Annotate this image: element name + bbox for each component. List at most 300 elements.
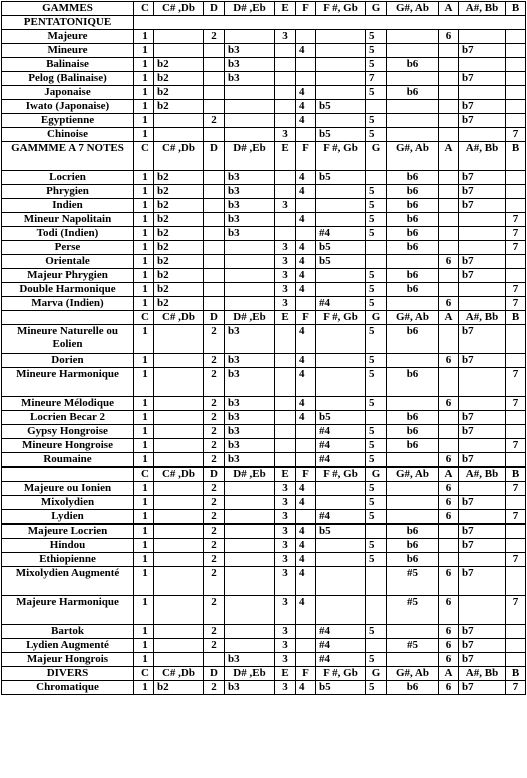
interval-cell: 3	[275, 496, 296, 510]
interval-cell	[316, 325, 366, 354]
interval-cell: 5	[366, 510, 387, 525]
interval-cell	[506, 171, 526, 185]
interval-cell	[316, 539, 366, 553]
interval-cell: b7	[459, 453, 506, 468]
interval-cell	[459, 510, 506, 525]
interval-cell	[154, 30, 204, 44]
interval-cell: 5	[366, 397, 387, 411]
scale-name: Mineure Mélodique	[2, 397, 134, 411]
interval-cell: 4	[296, 185, 316, 199]
interval-cell: b2	[154, 241, 204, 255]
interval-cell	[506, 255, 526, 269]
scale-name: Lydien Augmenté	[2, 639, 134, 653]
interval-cell	[506, 100, 526, 114]
interval-cell	[225, 553, 275, 567]
interval-cell: b6	[387, 425, 439, 439]
interval-cell: b3	[225, 185, 275, 199]
interval-cell	[154, 510, 204, 525]
interval-cell	[225, 625, 275, 639]
scale-name: Balinaise	[2, 58, 134, 72]
interval-cell	[439, 553, 459, 567]
interval-cell: 7	[506, 482, 526, 496]
interval-cell	[296, 227, 316, 241]
note-column-header: E	[275, 142, 296, 171]
interval-cell	[225, 86, 275, 100]
interval-cell	[316, 114, 366, 128]
scale-name: Japonaise	[2, 86, 134, 100]
interval-cell	[439, 213, 459, 227]
interval-cell: 3	[275, 653, 296, 667]
note-column-header: D	[204, 142, 225, 171]
interval-cell: 2	[204, 411, 225, 425]
interval-cell: 3	[275, 596, 296, 625]
header-row	[2, 667, 526, 681]
interval-cell	[154, 439, 204, 453]
interval-cell	[506, 58, 526, 72]
interval-cell: b6	[387, 681, 439, 695]
interval-cell	[316, 496, 366, 510]
interval-cell: b2	[154, 58, 204, 72]
scale-row	[2, 128, 526, 142]
interval-cell	[275, 72, 296, 86]
scale-row	[2, 524, 526, 539]
interval-cell: b7	[459, 100, 506, 114]
interval-cell	[275, 397, 296, 411]
scale-name: Majeur Phrygien	[2, 269, 134, 283]
interval-cell	[296, 510, 316, 525]
interval-cell	[154, 411, 204, 425]
note-column-header: C	[134, 2, 154, 16]
interval-cell: 4	[296, 213, 316, 227]
interval-cell: 1	[134, 114, 154, 128]
interval-cell	[316, 86, 366, 100]
interval-cell: 6	[439, 510, 459, 525]
interval-cell: b2	[154, 297, 204, 311]
interval-cell	[439, 185, 459, 199]
interval-cell	[439, 524, 459, 539]
interval-cell	[387, 510, 439, 525]
scale-name: Majeure ou Ionien	[2, 482, 134, 496]
note-column-header: A	[439, 311, 459, 325]
interval-cell: 4	[296, 411, 316, 425]
scale-name: Hindou	[2, 539, 134, 553]
interval-cell: b5	[316, 100, 366, 114]
interval-cell	[154, 453, 204, 468]
interval-cell: #4	[316, 639, 366, 653]
interval-cell: b7	[459, 171, 506, 185]
interval-cell	[459, 58, 506, 72]
interval-cell: b3	[225, 411, 275, 425]
interval-cell: 7	[506, 368, 526, 397]
interval-cell: 6	[439, 596, 459, 625]
interval-cell	[506, 325, 526, 354]
note-column-header: G	[366, 142, 387, 171]
interval-cell	[316, 482, 366, 496]
interval-cell: 4	[296, 283, 316, 297]
interval-cell	[316, 213, 366, 227]
interval-cell: b3	[225, 368, 275, 397]
interval-cell: b3	[225, 199, 275, 213]
note-column-header: A#, Bb	[459, 667, 506, 681]
interval-cell	[225, 100, 275, 114]
interval-cell: 7	[506, 553, 526, 567]
interval-cell: 7	[506, 227, 526, 241]
scale-row	[2, 72, 526, 86]
scale-name: Mineure Naturelle ou Eolien	[2, 325, 134, 354]
interval-cell	[459, 553, 506, 567]
interval-cell	[154, 114, 204, 128]
interval-cell: 1	[134, 354, 154, 368]
interval-cell: 1	[134, 44, 154, 58]
interval-cell: #4	[316, 453, 366, 468]
interval-cell: b7	[459, 185, 506, 199]
interval-cell: 3	[275, 510, 296, 525]
interval-cell	[204, 128, 225, 142]
interval-cell	[296, 625, 316, 639]
interval-cell: #5	[387, 596, 439, 625]
interval-cell: #4	[316, 439, 366, 453]
note-column-header: C	[134, 311, 154, 325]
note-column-header: C# ,Db	[154, 2, 204, 16]
interval-cell	[154, 354, 204, 368]
interval-cell	[439, 539, 459, 553]
interval-cell	[154, 496, 204, 510]
interval-cell	[439, 114, 459, 128]
interval-cell	[225, 297, 275, 311]
interval-cell: 5	[366, 283, 387, 297]
interval-cell	[154, 325, 204, 354]
interval-cell	[316, 199, 366, 213]
interval-cell	[275, 354, 296, 368]
interval-cell: b5	[316, 128, 366, 142]
interval-cell: 5	[366, 44, 387, 58]
interval-cell	[204, 227, 225, 241]
interval-cell	[506, 411, 526, 425]
interval-cell	[204, 283, 225, 297]
interval-cell: #4	[316, 625, 366, 639]
interval-cell	[366, 411, 387, 425]
interval-cell	[459, 596, 506, 625]
interval-cell	[316, 30, 366, 44]
interval-cell: 2	[204, 596, 225, 625]
interval-cell: 6	[439, 482, 459, 496]
interval-cell: b7	[459, 269, 506, 283]
scale-row	[2, 227, 526, 241]
interval-cell: b5	[316, 171, 366, 185]
interval-cell: 5	[366, 453, 387, 468]
interval-cell	[459, 86, 506, 100]
interval-cell	[275, 213, 296, 227]
interval-cell: #5	[387, 639, 439, 653]
interval-cell	[387, 453, 439, 468]
scale-row	[2, 553, 526, 567]
scale-name: Locrien	[2, 171, 134, 185]
group-heading: DIVERS	[2, 667, 134, 681]
interval-cell: b2	[154, 213, 204, 227]
interval-cell	[275, 453, 296, 468]
interval-cell: 5	[366, 86, 387, 100]
interval-cell: 5	[366, 496, 387, 510]
interval-cell: 1	[134, 213, 154, 227]
interval-cell: 6	[439, 354, 459, 368]
interval-cell	[316, 185, 366, 199]
interval-cell: 4	[296, 482, 316, 496]
note-column-header: G	[366, 667, 387, 681]
interval-cell: 4	[296, 397, 316, 411]
interval-cell: b2	[154, 185, 204, 199]
interval-cell	[225, 567, 275, 596]
interval-cell: 5	[366, 482, 387, 496]
interval-cell: 7	[506, 681, 526, 695]
note-column-header: E	[275, 311, 296, 325]
interval-cell: 2	[204, 539, 225, 553]
scale-row	[2, 297, 526, 311]
note-column-header: F	[296, 142, 316, 171]
interval-cell: 4	[296, 496, 316, 510]
interval-cell	[204, 72, 225, 86]
interval-cell	[316, 269, 366, 283]
interval-cell: #4	[316, 653, 366, 667]
interval-cell: 2	[204, 524, 225, 539]
interval-cell: 6	[439, 681, 459, 695]
scale-name: Iwato (Japonaise)	[2, 100, 134, 114]
scale-name: Mixolydien	[2, 496, 134, 510]
interval-cell: b6	[387, 241, 439, 255]
interval-cell: 5	[366, 681, 387, 695]
note-column-header: F	[296, 311, 316, 325]
interval-cell	[225, 255, 275, 269]
interval-cell: 5	[366, 185, 387, 199]
interval-cell: 1	[134, 269, 154, 283]
scale-name: Gypsy Hongroise	[2, 425, 134, 439]
interval-cell	[506, 625, 526, 639]
interval-cell: 6	[439, 255, 459, 269]
note-column-header: E	[275, 467, 296, 482]
interval-cell	[225, 639, 275, 653]
interval-cell: 3	[275, 539, 296, 553]
group-heading: GAMMME A 7 NOTES	[2, 142, 134, 171]
scale-row	[2, 397, 526, 411]
interval-cell: b6	[387, 199, 439, 213]
interval-cell	[366, 255, 387, 269]
interval-cell	[387, 297, 439, 311]
interval-cell	[387, 397, 439, 411]
interval-cell	[506, 44, 526, 58]
note-column-header: E	[275, 667, 296, 681]
scale-row	[2, 653, 526, 667]
interval-cell	[275, 411, 296, 425]
interval-cell: 3	[275, 30, 296, 44]
interval-cell: 5	[366, 297, 387, 311]
interval-cell: 1	[134, 171, 154, 185]
interval-cell	[387, 482, 439, 496]
interval-cell: 1	[134, 283, 154, 297]
scale-name: Phrygien	[2, 185, 134, 199]
interval-cell	[506, 567, 526, 596]
interval-cell: b3	[225, 171, 275, 185]
note-column-header: G	[366, 2, 387, 16]
scale-name: Indien	[2, 199, 134, 213]
interval-cell	[459, 283, 506, 297]
interval-cell: 3	[275, 524, 296, 539]
group-heading	[2, 467, 134, 482]
interval-cell: 1	[134, 553, 154, 567]
interval-cell	[316, 397, 366, 411]
interval-cell: b2	[154, 86, 204, 100]
interval-cell	[316, 44, 366, 58]
interval-cell	[204, 44, 225, 58]
interval-cell	[225, 30, 275, 44]
interval-cell: b7	[459, 653, 506, 667]
note-column-header: B	[506, 311, 526, 325]
scale-name: Marva (Indien)	[2, 297, 134, 311]
interval-cell: 5	[366, 213, 387, 227]
interval-cell	[439, 368, 459, 397]
scale-row	[2, 496, 526, 510]
interval-cell	[366, 171, 387, 185]
note-column-header: F	[296, 467, 316, 482]
interval-cell: 4	[296, 255, 316, 269]
interval-cell: b6	[387, 227, 439, 241]
interval-cell: 5	[366, 227, 387, 241]
interval-cell: 7	[506, 510, 526, 525]
scale-row	[2, 596, 526, 625]
interval-cell: 4	[296, 524, 316, 539]
interval-cell	[296, 199, 316, 213]
interval-cell	[439, 439, 459, 453]
interval-cell: 1	[134, 639, 154, 653]
interval-cell	[459, 241, 506, 255]
note-column-header: D	[204, 667, 225, 681]
interval-cell	[275, 439, 296, 453]
interval-cell: 6	[439, 653, 459, 667]
interval-cell	[439, 283, 459, 297]
interval-cell: b3	[225, 681, 275, 695]
interval-cell	[506, 354, 526, 368]
interval-cell: 7	[366, 72, 387, 86]
interval-cell	[204, 255, 225, 269]
interval-cell: 5	[366, 553, 387, 567]
interval-cell: b7	[459, 255, 506, 269]
interval-cell	[459, 30, 506, 44]
interval-cell: b2	[154, 227, 204, 241]
note-column-header: D	[204, 467, 225, 482]
interval-cell	[316, 283, 366, 297]
interval-cell: 6	[439, 496, 459, 510]
note-column-header: G#, Ab	[387, 667, 439, 681]
interval-cell: b7	[459, 44, 506, 58]
interval-cell	[506, 269, 526, 283]
interval-cell: 1	[134, 86, 154, 100]
scale-name: Perse	[2, 241, 134, 255]
interval-cell	[275, 425, 296, 439]
group-heading	[2, 311, 134, 325]
interval-cell	[204, 269, 225, 283]
interval-cell	[154, 653, 204, 667]
interval-cell: 1	[134, 510, 154, 525]
interval-cell	[275, 58, 296, 72]
scales-table	[1, 1, 526, 695]
note-column-header: A	[439, 2, 459, 16]
interval-cell: 4	[296, 567, 316, 596]
interval-cell: 1	[134, 596, 154, 625]
interval-cell	[225, 539, 275, 553]
interval-cell	[154, 368, 204, 397]
interval-cell	[154, 44, 204, 58]
interval-cell: b2	[154, 72, 204, 86]
interval-cell: b7	[459, 425, 506, 439]
section-filler	[134, 16, 526, 30]
interval-cell: b6	[387, 539, 439, 553]
interval-cell: 1	[134, 185, 154, 199]
scale-row	[2, 199, 526, 213]
interval-cell	[296, 30, 316, 44]
interval-cell	[366, 241, 387, 255]
interval-cell	[366, 524, 387, 539]
note-column-header: D# ,Eb	[225, 467, 275, 482]
interval-cell: 7	[506, 128, 526, 142]
note-column-header: B	[506, 667, 526, 681]
interval-cell: 4	[296, 325, 316, 354]
group-heading: GAMMES	[2, 2, 134, 16]
note-column-header: D	[204, 311, 225, 325]
interval-cell: b7	[459, 567, 506, 596]
interval-cell: b7	[459, 199, 506, 213]
interval-cell	[439, 128, 459, 142]
interval-cell: 3	[275, 255, 296, 269]
scale-row	[2, 354, 526, 368]
interval-cell	[296, 639, 316, 653]
interval-cell	[439, 58, 459, 72]
section-heading: PENTATONIQUE	[2, 16, 134, 30]
interval-cell: 7	[506, 439, 526, 453]
interval-cell: b5	[316, 241, 366, 255]
interval-cell: b6	[387, 411, 439, 425]
interval-cell: b2	[154, 199, 204, 213]
scale-row	[2, 255, 526, 269]
scale-row	[2, 539, 526, 553]
note-column-header: G#, Ab	[387, 467, 439, 482]
interval-cell: 1	[134, 100, 154, 114]
interval-cell: b3	[225, 44, 275, 58]
scale-name: Mixolydien Augmenté	[2, 567, 134, 596]
interval-cell	[316, 596, 366, 625]
note-column-header: F #, Gb	[316, 2, 366, 16]
scale-name: Ethiopienne	[2, 553, 134, 567]
note-column-header: C	[134, 667, 154, 681]
note-column-header: C	[134, 467, 154, 482]
interval-cell: #4	[316, 425, 366, 439]
interval-cell: 5	[366, 439, 387, 453]
interval-cell	[387, 30, 439, 44]
interval-cell: 5	[366, 625, 387, 639]
interval-cell	[316, 567, 366, 596]
scale-name: Majeure Harmonique	[2, 596, 134, 625]
scale-row	[2, 283, 526, 297]
interval-cell: b6	[387, 213, 439, 227]
header-row	[2, 311, 526, 325]
scale-row	[2, 30, 526, 44]
note-column-header: A	[439, 142, 459, 171]
interval-cell	[204, 100, 225, 114]
note-column-header: G	[366, 311, 387, 325]
scale-row	[2, 567, 526, 596]
interval-cell: b3	[225, 354, 275, 368]
interval-cell: b6	[387, 283, 439, 297]
interval-cell: 5	[366, 354, 387, 368]
interval-cell	[296, 439, 316, 453]
interval-cell: b3	[225, 397, 275, 411]
